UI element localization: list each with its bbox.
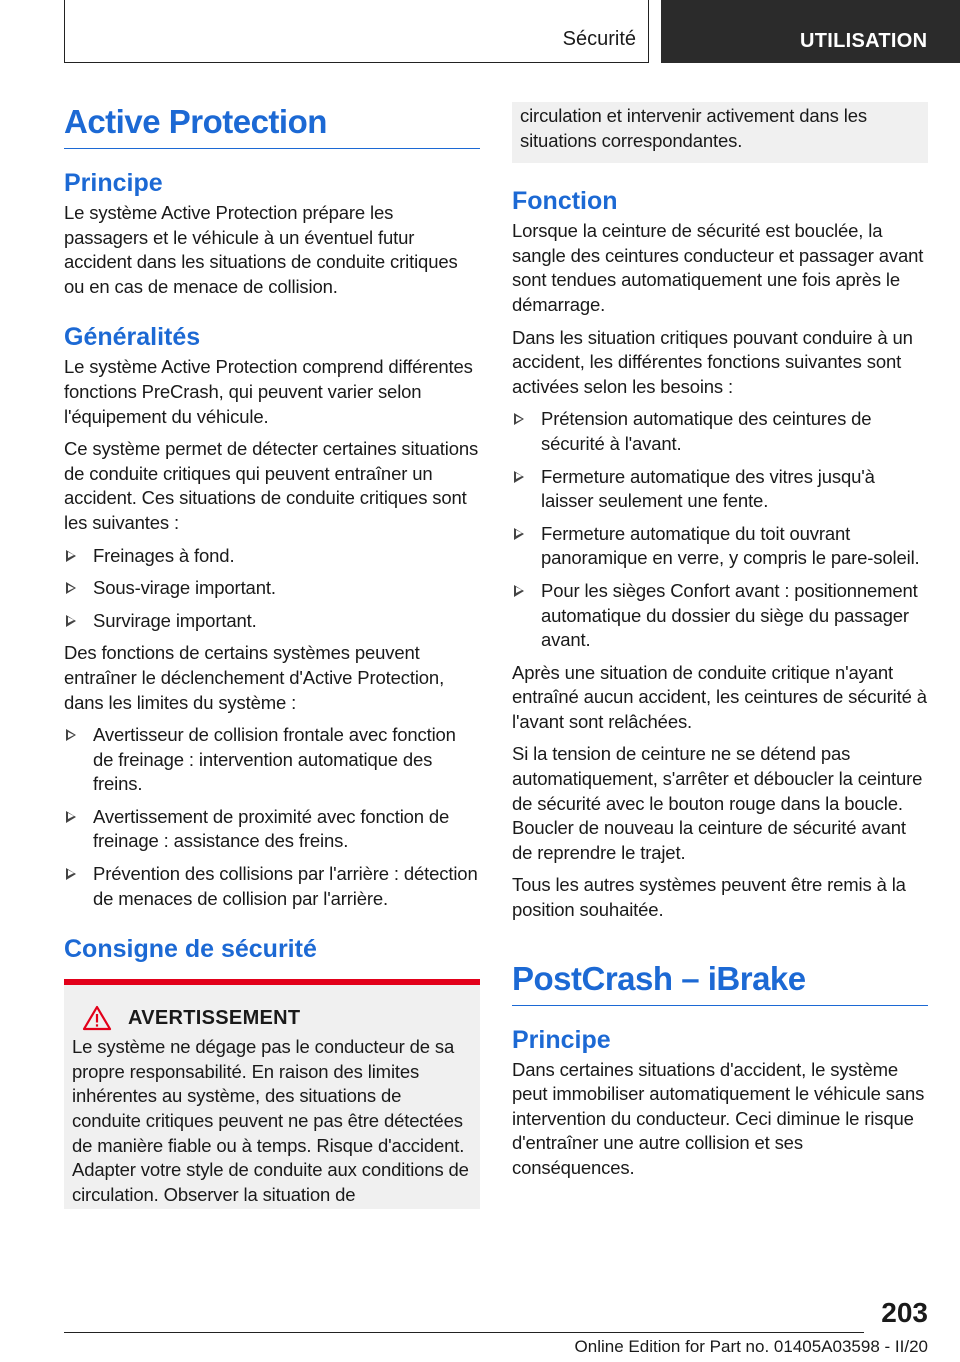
triangle-bullet-icon — [66, 550, 76, 562]
warning-text: Le système ne dégage pas le conducteur de sa propre responsabilité. En raison des limites inhérentes au système, des situations de conduite critiques peuvent ne pas être détectées de manière fiable ou à temps. Risque d'accident. Adapter votre style de conduite aux conditions de circulation. Observer la situation de — [72, 1036, 469, 1205]
activated-functions-list — [512, 407, 928, 652]
list-item: Pour les sièges Confort avant : positionnement automatique du dossier du siège du passager avant. — [512, 579, 928, 653]
list-item: Prévention des collisions par l'arrière : détection de menaces de collision par l'arrière. — [64, 862, 480, 911]
principe-text: Le système Active Protection prépare les passagers et le véhicule à un éventuel futur accident dans les situations de conduite critiques ou en cas de menace de collision. — [64, 202, 458, 297]
header-section-box — [64, 0, 649, 63]
triangle-bullet-icon — [66, 811, 76, 823]
triangle-bullet-icon — [66, 868, 76, 880]
warning-box — [64, 979, 480, 1209]
warning-title: AVERTISSEMENT — [128, 1006, 301, 1029]
footer-divider — [64, 1332, 864, 1333]
fonction-paragraph-1: Lorsque la ceinture de sécurité est bouclée, la sangle des ceintures conducteur et passager avant sont tendues automatiquement une fois après le démarrage. — [512, 220, 924, 315]
critical-situations-list — [64, 544, 480, 634]
list-item: Fermeture automatique du toit ouvrant panoramique en verre, y compris le pare-soleil. — [512, 522, 928, 571]
triangle-bullet-icon — [514, 585, 524, 597]
heading-principe-postcrash: Principe — [512, 1025, 611, 1054]
list-item: Sous-virage important. — [64, 576, 480, 601]
fonction-paragraph-2: Dans les situation critiques pouvant conduire à un accident, les différentes fonctions suivantes sont activées selon les besoins : — [512, 326, 913, 397]
generalites-paragraph-2: Ce système permet de détecter certaines situations de conduite critiques qui peuvent entraîner un accident. Ces situations de conduite critiques sont les suivantes : — [64, 438, 479, 533]
list-item: Avertissement de proximité avec fonction de freinage : assistance des freins. — [64, 805, 480, 854]
footer-edition: Online Edition for Part no. 01405A03598 - II/20 — [574, 1337, 928, 1356]
page-title-active-protection: Active Protection — [64, 100, 480, 149]
fonction-paragraph-4: Si la tension de ceinture ne se détend pas automatiquement, s'arrêter et déboucler la ceinture de sécurité avec le bouton rouge dans la boucle. Boucler de nouveau la ceinture de sécurité avant de reprendre le trajet. — [512, 743, 923, 863]
header-chapter-box — [661, 0, 960, 63]
page-title-postcrash-ibrake: PostCrash – iBrake — [512, 957, 928, 1006]
header-chapter-title: UTILISATION — [800, 30, 928, 52]
triangle-bullet-icon — [514, 471, 524, 483]
warning-header — [72, 1005, 472, 1031]
postcrash-principe-text: Dans certaines situations d'accident, le système peut immobiliser automatiquement le véhicule sans intervention du conducteur. Ceci diminue le risque d'entraîner une autre collision et ses conséquences. — [512, 1058, 925, 1178]
fonction-paragraph-3: Après une situation de conduite critique n'ayant entraîné aucun accident, les ceintures de sécurité à l'avant sont relâchées. — [512, 661, 927, 732]
list-item: Fermeture automatique des vitres jusqu'à laisser seulement une fente. — [512, 465, 928, 514]
warning-box-continued — [512, 102, 928, 163]
heading-principe: Principe — [64, 169, 163, 197]
right-column — [512, 102, 928, 1189]
triangle-bullet-icon — [66, 615, 76, 627]
warning-triangle-icon — [82, 1005, 112, 1031]
heading-generalites: Généralités — [64, 323, 201, 352]
header-section-title: Sécurité — [562, 28, 636, 50]
triangle-bullet-icon — [514, 413, 524, 425]
triangle-bullet-icon — [66, 582, 76, 594]
list-item: Prétension automatique des ceintures de sécurité à l'avant. — [512, 407, 928, 456]
fonction-paragraph-5: Tous les autres systèmes peuvent être remis à la position souhaitée. — [512, 874, 906, 921]
heading-consigne-de-securite: Consigne de sécurité — [64, 935, 317, 964]
triangle-bullet-icon — [66, 729, 76, 741]
generalites-paragraph-1: Le système Active Protection comprend différentes fonctions PreCrash, qui peuvent varier selon l'équipement du véhicule. — [64, 356, 473, 427]
warning-text-continued: circulation et intervenir activement dans les situations correspondantes. — [520, 105, 867, 151]
heading-fonction: Fonction — [512, 187, 618, 216]
list-item: Survirage important. — [64, 609, 480, 634]
system-functions-list — [64, 723, 480, 911]
page-number: 203 — [881, 1297, 928, 1328]
list-item: Avertisseur de collision frontale avec fonction de freinage : intervention automatique des freins. — [64, 723, 480, 797]
generalites-paragraph-3: Des fonctions de certains systèmes peuvent entraîner le déclenchement d'Active Protection, dans les limites du système : — [64, 642, 445, 713]
left-column — [64, 100, 480, 1209]
list-item: Freinages à fond. — [64, 544, 480, 569]
triangle-bullet-icon — [514, 528, 524, 540]
